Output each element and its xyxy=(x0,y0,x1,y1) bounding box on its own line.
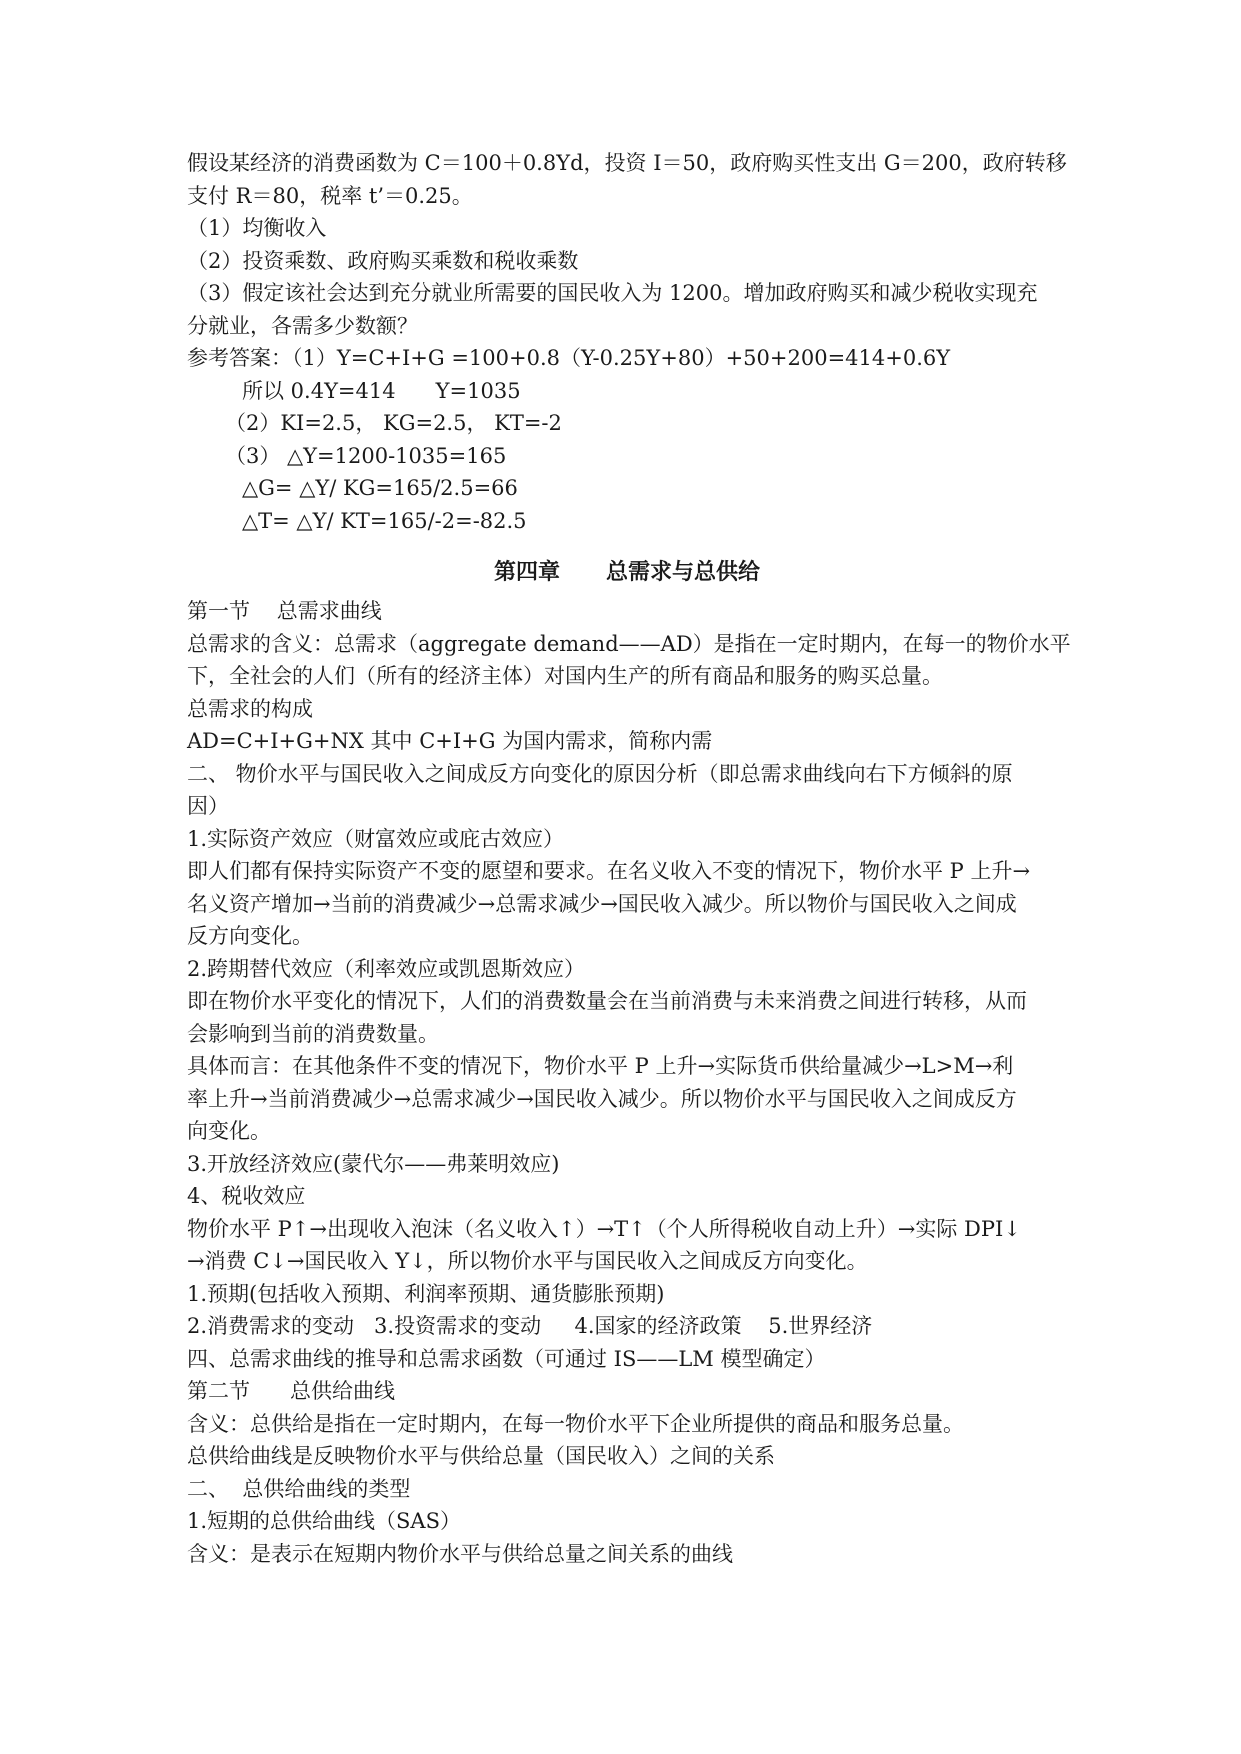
formula-line: AD=C+I+G+NX 其中 C+I+G 为国内需求，简称内需 xyxy=(187,729,713,753)
heading-line: 总需求的构成 xyxy=(187,696,313,721)
answer-1-result: 所以 0.4Y=414 Y=1035 xyxy=(242,378,521,403)
heading-line: 4、税收效应 xyxy=(187,1184,306,1208)
paragraph-line: 下，全社会的人们（所有的经济主体）对国内生产的所有商品和服务的购买总量。 xyxy=(187,664,943,688)
heading-line: 2.跨期替代效应（利率效应或凯恩斯效应） xyxy=(187,956,586,981)
problem-line-1: 假设某经济的消费函数为 C＝100＋0.8Yd，投资 I＝50，政府购买性支出 G＝200，政府转移 xyxy=(187,151,1067,175)
paragraph-line: 即在物价水平变化的情况下，人们的消费数量会在当前消费与未来消费之间进行转移，从而 xyxy=(187,989,1027,1013)
paragraph-line: →消费 C↓→国民收入 Y↓，所以物价水平与国民收入之间成反方向变化。 xyxy=(187,1249,868,1273)
answer-3-delta-y: （3） △Y=1200-1035=165 xyxy=(225,443,507,468)
heading-line: 1.实际资产效应（财富效应或庇古效应） xyxy=(187,826,565,851)
question-2: （2）投资乘数、政府购买乘数和税收乘数 xyxy=(187,248,579,273)
answer-1: 参考答案：（1）Y=C+I+G =100+0.8（Y-0.25Y+80）+50+200=414+0.6Y xyxy=(187,346,951,370)
paragraph-line: 含义：总供给是指在一定时期内，在每一物价水平下企业所提供的商品和服务总量。 xyxy=(187,1411,964,1436)
paragraph-line: 具体而言：在其他条件不变的情况下，物价水平 P 上升→实际货币供给量减少→L>M→利 xyxy=(187,1054,1014,1078)
question-1: （1）均衡收入 xyxy=(187,216,327,240)
paragraph-line: 总需求的含义：总需求（aggregate demand——AD）是指在一定时期内，在每一的物价水平 xyxy=(187,631,1071,656)
paragraph-line: 反方向变化。 xyxy=(187,924,313,948)
section-title: 第一节 总需求曲线 xyxy=(187,599,382,623)
question-3-line-1: （3）假定该社会达到充分就业所需要的国民收入为 1200。增加政府购买和减少税收实现充 xyxy=(187,281,1038,305)
paragraph-line: 向变化。 xyxy=(187,1119,271,1143)
heading-line: 因） xyxy=(187,794,229,818)
paragraph-line: 含义：是表示在短期内物价水平与供给总量之间关系的曲线 xyxy=(187,1541,733,1566)
paragraph-line: 物价水平 P↑→出现收入泡沫（名义收入↑）→T↑（个人所得税收自动上升）→实际 DPI↓ xyxy=(187,1216,1021,1241)
chapter-title: 第四章 总需求与总供给 xyxy=(494,559,760,585)
question-3-line-2: 分就业，各需多少数额？ xyxy=(187,313,418,338)
paragraph-line: 即人们都有保持实际资产不变的愿望和要求。在名义收入不变的情况下，物价水平 P 上升→ xyxy=(187,859,1031,883)
answer-3-delta-t: △T= △Y/ KT=165/-2=-82.5 xyxy=(242,508,527,533)
paragraph-line: 名义资产增加→当前的消费减少→总需求减少→国民收入减少。所以物价与国民收入之间成 xyxy=(187,891,1017,916)
list-line: 1.预期(包括收入预期、利润率预期、通货膨胀预期) xyxy=(187,1281,665,1306)
list-line: 2.消费需求的变动 3.投资需求的变动 4.国家的经济政策 5.世界经济 xyxy=(187,1314,873,1338)
heading-line: 二、 总供给曲线的类型 xyxy=(187,1476,411,1501)
paragraph-line: 率上升→当前消费减少→总需求减少→国民收入减少。所以物价水平与国民收入之间成反方 xyxy=(187,1086,1017,1111)
section-title: 第二节 总供给曲线 xyxy=(187,1379,396,1403)
heading-line: 3.开放经济效应(蒙代尔——弗莱明效应) xyxy=(187,1151,560,1176)
heading-line: 1.短期的总供给曲线（SAS） xyxy=(187,1509,461,1533)
document-page xyxy=(187,147,1071,1570)
paragraph-line: 总供给曲线是反映物价水平与供给总量（国民收入）之间的关系 xyxy=(187,1444,775,1468)
paragraph-line: 会影响到当前的消费数量。 xyxy=(187,1021,439,1046)
answer-2: （2）KI=2.5， KG=2.5， KT=-2 xyxy=(225,411,562,435)
answer-3-delta-g: △G= △Y/ KG=165/2.5=66 xyxy=(242,476,518,500)
heading-line: 二、 物价水平与国民收入之间成反方向变化的原因分析（即总需求曲线向右下方倾斜的原 xyxy=(187,761,1013,786)
problem-line-2: 支付 R＝80，税率 t’＝0.25。 xyxy=(187,183,473,208)
heading-line: 四、总需求曲线的推导和总需求函数（可通过 IS——LM 模型确定） xyxy=(187,1346,826,1371)
